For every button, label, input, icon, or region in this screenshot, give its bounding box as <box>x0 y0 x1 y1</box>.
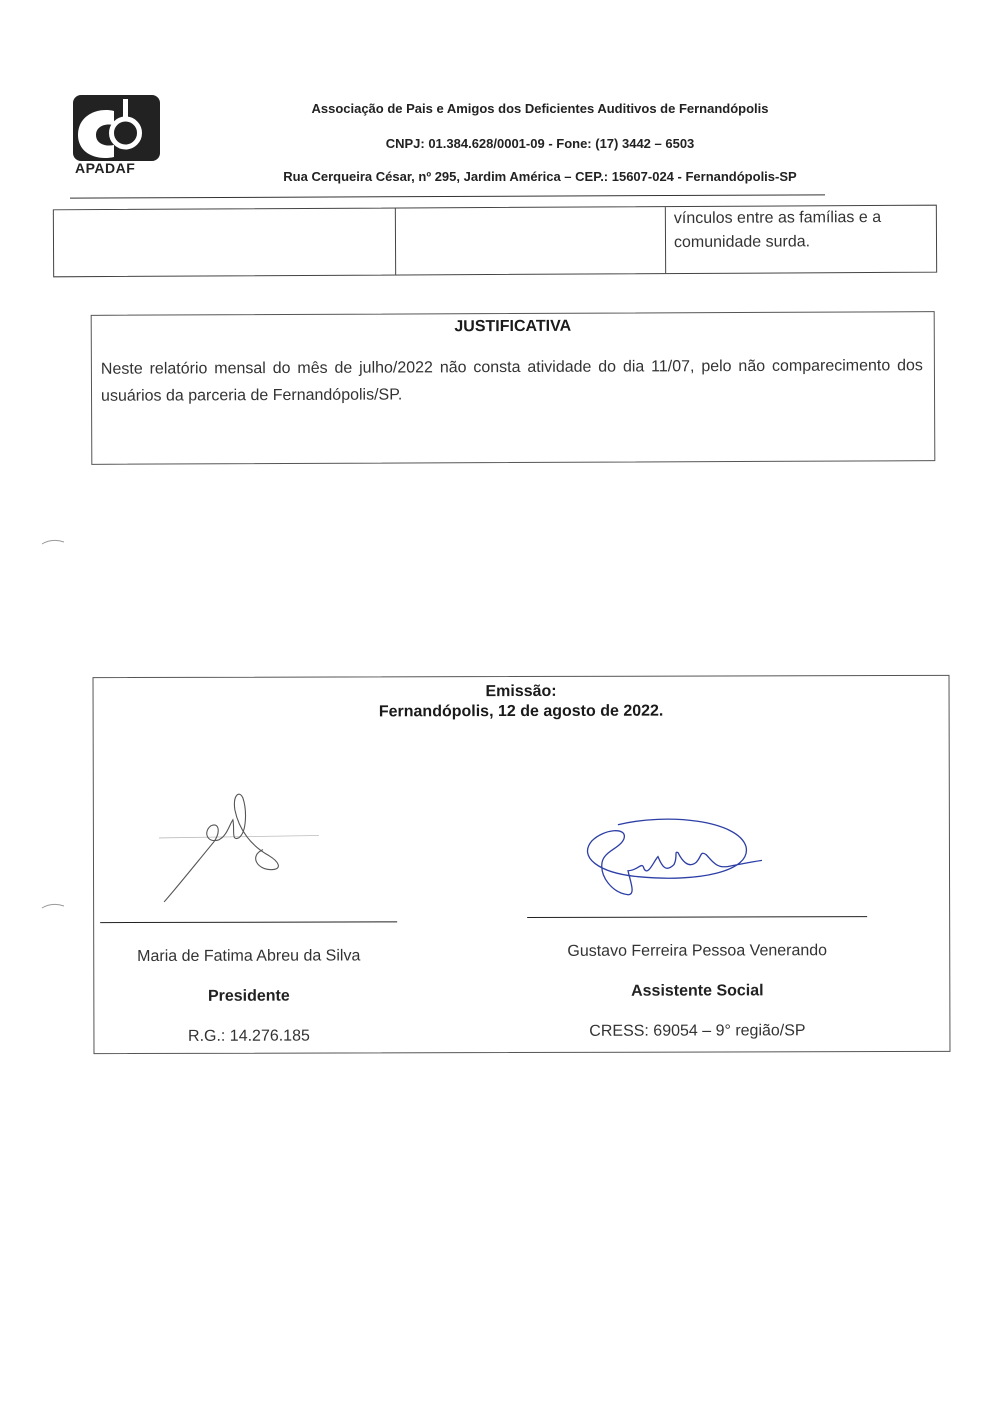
logo-text: APADAF <box>75 160 136 176</box>
signature-left-image <box>159 790 329 905</box>
emissao-box <box>93 675 951 1054</box>
address: Rua Cerqueira César, nº 295, Jardim América – CEP.: 15607-024 - Fernandópolis-SP <box>283 169 797 184</box>
signatory-left-id: R.G.: 14.276.185 <box>187 1027 310 1045</box>
cnpj-phone: CNPJ: 01.384.628/0001-09 - Fone: (17) 3442 – 6503 <box>385 136 695 151</box>
signatory-right-id: CRESS: 69054 – 9° região/SP <box>589 1022 806 1040</box>
svg-text:A: A <box>100 126 111 142</box>
table-cell-line-2: comunidade surda. <box>673 233 811 252</box>
justificativa-box <box>91 311 936 465</box>
table-cell-line-1: vínculos entre as famílias e a <box>673 208 882 228</box>
signatory-right-role: Assistente Social <box>631 982 764 1000</box>
justificativa-text: Neste relatório mensal do mês de julho/2022 não consta atividade do dia 11/07, pelo não comparecimento dos usuários da parceria de Fernandópolis/SP. <box>100 357 923 405</box>
scan-mark <box>40 538 66 548</box>
header-divider <box>70 194 825 198</box>
scan-mark <box>40 902 66 912</box>
signatory-left-role: Presidente <box>207 987 290 1005</box>
emissao-date: Fernandópolis, 12 de agosto de 2022. <box>378 702 664 721</box>
org-name: Associação de Pais e Amigos dos Deficientes Auditivos de Fernandópolis <box>311 101 769 116</box>
table-cell-text <box>674 206 934 255</box>
table-cell-empty-1 <box>54 209 396 277</box>
signatory-left-name: Maria de Fatima Abreu da Silva <box>137 947 361 966</box>
activities-table-fragment <box>53 205 937 278</box>
signature-line-left <box>100 921 397 923</box>
emissao-label: Emissão: <box>485 682 557 701</box>
justificativa-title: JUSTIFICATIVA <box>454 317 572 336</box>
signature-line-right <box>527 916 867 918</box>
table-cell-empty-2 <box>395 207 666 274</box>
signature-right-image <box>578 816 768 906</box>
signatory-right-name: Gustavo Ferreira Pessoa Venerando <box>567 942 828 960</box>
apadaf-logo <box>70 95 165 180</box>
